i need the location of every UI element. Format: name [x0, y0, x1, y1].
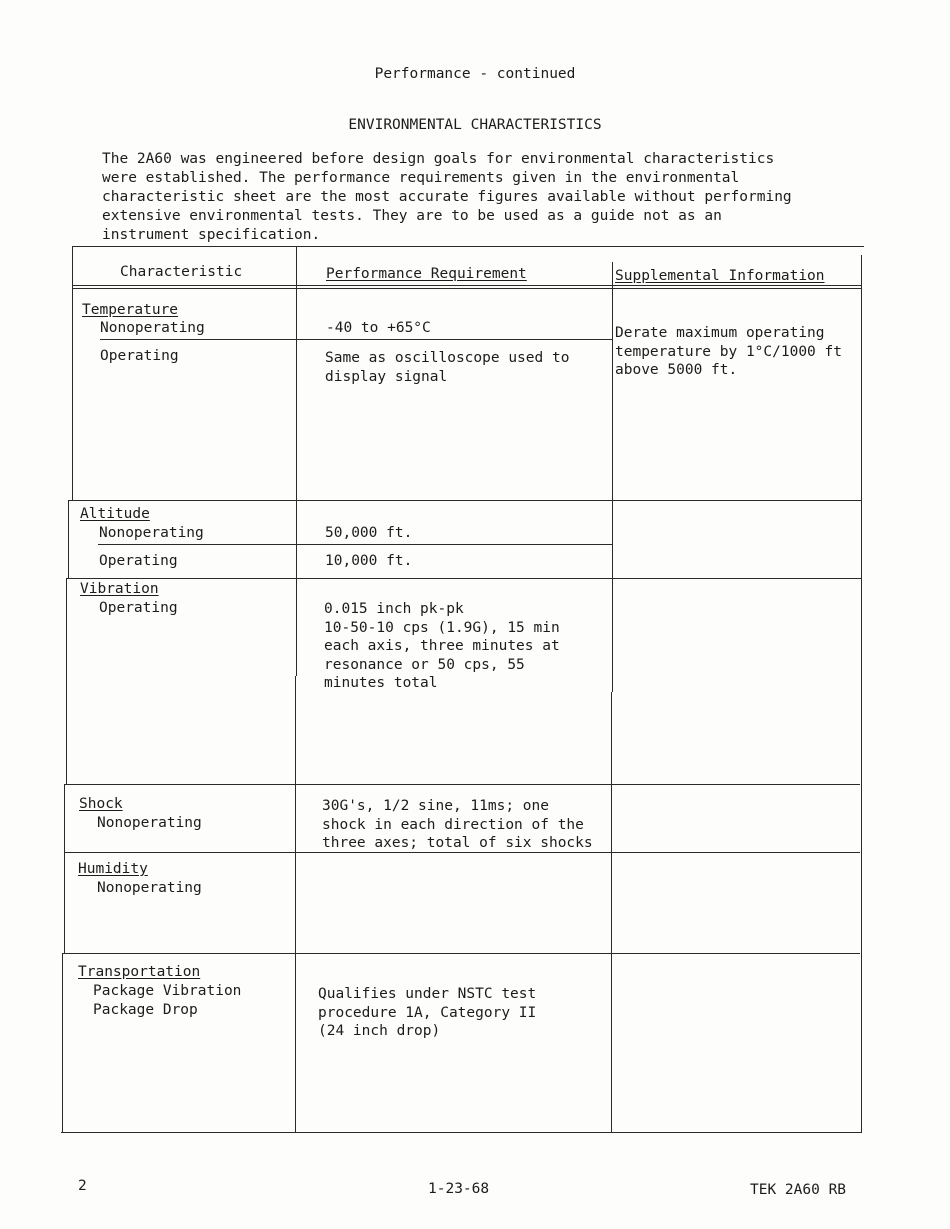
temperature-nonoperating-value: -40 to +65°C — [326, 320, 431, 336]
humidity-nonoperating-label: Nonoperating — [97, 880, 202, 896]
vibration-value: 0.015 inch pk-pk 10-50-10 cps (1.9G), 15 min each axis, three minutes at resonance or 50 cps, 55 minutes total — [324, 601, 560, 692]
transportation-heading: Transportation — [78, 964, 201, 980]
altitude-operating-label: Operating — [99, 553, 178, 569]
column-header-supplemental: Supplemental Information — [615, 268, 825, 284]
column-header-characteristic: Characteristic — [120, 264, 243, 280]
altitude-nonoperating-label: Nonoperating — [99, 525, 204, 541]
running-title: Performance - continued — [374, 66, 576, 82]
intro-line: were established. The performance requirements given in the environmental — [102, 170, 740, 186]
temperature-nonoperating-label: Nonoperating — [100, 320, 205, 336]
intro-line: The 2A60 was engineered before design goals for environmental characteristics — [102, 151, 775, 167]
page-number: 2 — [78, 1178, 87, 1194]
vibration-heading: Vibration — [80, 581, 159, 597]
column-header-performance: Performance Requirement — [326, 266, 527, 282]
intro-line: characteristic sheet are the most accurate figures available without performing — [102, 189, 792, 205]
shock-value: 30G's, 1/2 sine, 11ms; one shock in each direction of the three axes; total of six shocks — [322, 798, 593, 852]
transportation-package-vibration-label: Package Vibration — [93, 983, 242, 999]
altitude-operating-value: 10,000 ft. — [325, 553, 413, 569]
shock-heading: Shock — [79, 796, 123, 812]
shock-nonoperating-label: Nonoperating — [97, 815, 202, 831]
altitude-heading: Altitude — [80, 506, 150, 522]
temperature-operating-value: Same as oscilloscope used to display signal — [325, 350, 570, 385]
temperature-supplemental: Derate maximum operating temperature by 1°C/1000 ft above 5000 ft. — [615, 325, 842, 379]
transportation-value: Qualifies under NSTC test procedure 1A, Category II (24 inch drop) — [318, 986, 537, 1040]
temperature-operating-label: Operating — [100, 348, 179, 364]
footer-document-id: TEK 2A60 RB — [750, 1182, 847, 1198]
intro-paragraph — [102, 150, 862, 245]
intro-line: instrument specification. — [102, 227, 321, 243]
transportation-package-drop-label: Package Drop — [93, 1002, 198, 1018]
intro-line: extensive environmental tests. They are to be used as a guide not as an — [102, 208, 722, 224]
footer-date: 1-23-68 — [428, 1181, 490, 1197]
humidity-heading: Humidity — [78, 861, 148, 877]
section-title: ENVIRONMENTAL CHARACTERISTICS — [348, 117, 602, 133]
altitude-nonoperating-value: 50,000 ft. — [325, 525, 413, 541]
vibration-operating-label: Operating — [99, 600, 178, 616]
temperature-heading: Temperature — [82, 302, 179, 318]
